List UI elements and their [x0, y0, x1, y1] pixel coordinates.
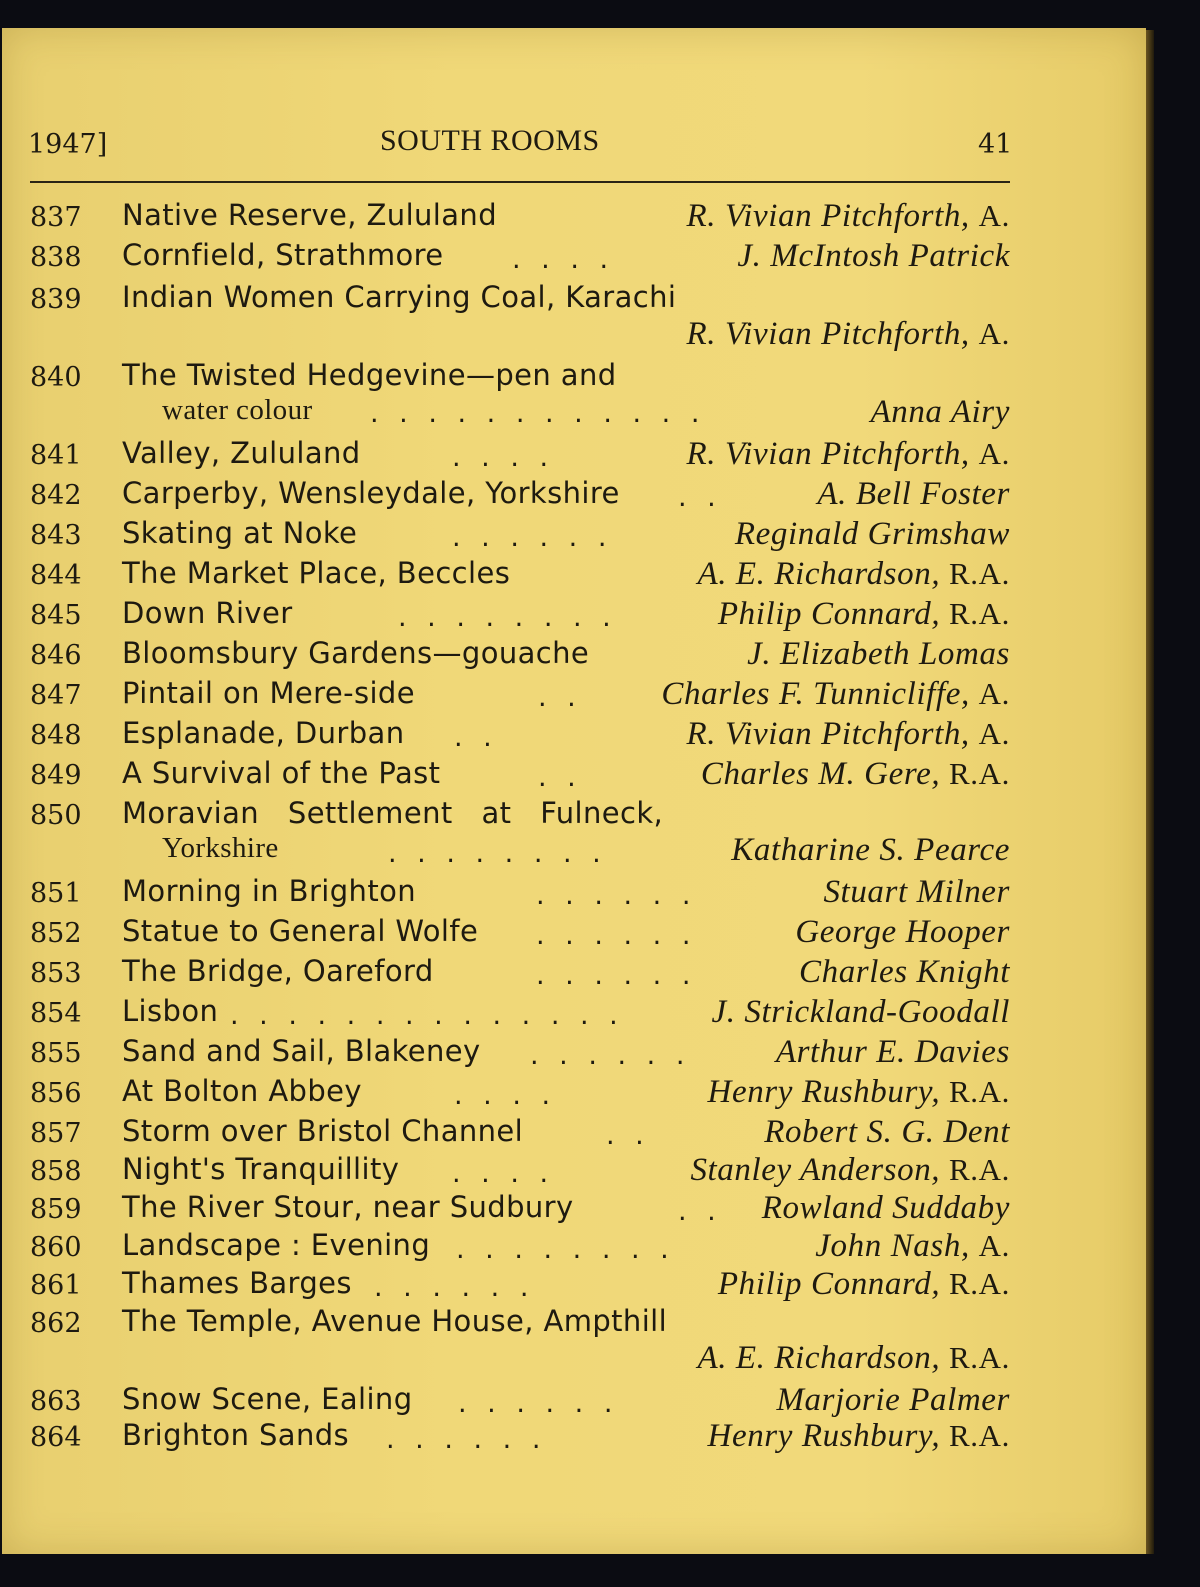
entry-artist: [799, 954, 1010, 991]
artist-name: George Hooper: [795, 914, 1010, 950]
entry-artist: [701, 756, 1010, 793]
artist-honor: R.A.: [949, 596, 1010, 631]
entry-number: 848: [30, 720, 82, 751]
entry-artist: [708, 1074, 1010, 1111]
entry-list: [2, 28, 1146, 1528]
artist-honor: A.: [978, 676, 1010, 711]
entry-title: Morning in Brighton: [122, 874, 417, 908]
entry-title: Down River: [122, 596, 293, 630]
entry-title: Snow Scene, Ealing: [122, 1382, 413, 1416]
leader-dots: . . . . . . . .: [398, 602, 617, 633]
entry-title: Thames Barges: [122, 1266, 352, 1300]
artist-name: Stanley Anderson,: [690, 1152, 941, 1188]
entry-row: [2, 1266, 1146, 1306]
entry-row: [2, 596, 1146, 636]
artist-name: Charles M. Gere,: [700, 756, 941, 792]
entry-row: [2, 436, 1146, 476]
entry-row: [2, 1114, 1146, 1154]
leader-dots: . .: [678, 482, 722, 513]
entry-number: 852: [30, 918, 82, 949]
entry-artist: [731, 832, 1010, 869]
entry-row: [2, 358, 1146, 434]
artist-honor: R.A.: [949, 1266, 1010, 1301]
entry-title: Cornfield, Strathmore: [122, 238, 444, 272]
entry-number: 854: [30, 998, 82, 1029]
entry-row: [2, 1034, 1146, 1074]
artist-honor: A.: [978, 198, 1010, 233]
page-number: 41: [978, 129, 1013, 160]
entry-row: [2, 676, 1146, 716]
entry-number: 857: [30, 1118, 82, 1149]
artist-name: Reginald Grimshaw: [734, 516, 1010, 552]
leader-dots: . . . . . .: [458, 1388, 619, 1419]
artist-name: Henry Rushbury,: [707, 1074, 941, 1110]
entry-title: A Survival of the Past: [122, 756, 441, 790]
entry-title: Lisbon: [122, 994, 219, 1028]
artist-name: Marjorie Palmer: [776, 1382, 1010, 1418]
artist-honor: R.A.: [949, 756, 1010, 791]
leader-dots: . .: [538, 682, 582, 713]
entry-title: Skating at Noke: [122, 516, 358, 550]
entry-title-continued: Yorkshire: [162, 832, 279, 864]
leader-dots: . .: [606, 1120, 650, 1151]
entry-number: 843: [30, 520, 82, 551]
leader-dots: . . . . . . . .: [388, 838, 607, 869]
entry-number: 849: [30, 760, 82, 791]
artist-name: Rowland Suddaby: [761, 1190, 1010, 1226]
entry-row: [2, 1228, 1146, 1268]
entry-artist: [708, 1418, 1010, 1455]
artist-honor: R.A.: [949, 1152, 1010, 1187]
leader-dots: . . . . . . . .: [456, 1234, 675, 1265]
entry-number: 862: [30, 1308, 82, 1339]
entry-row: [2, 994, 1146, 1034]
artist-name: Robert S. G. Dent: [764, 1114, 1010, 1150]
entry-title: Statue to General Wolfe: [122, 914, 479, 948]
entry-row: [2, 636, 1146, 676]
artist-name: Philip Connard,: [717, 596, 941, 632]
entry-number: 839: [30, 284, 82, 315]
entry-title: Indian Women Carrying Coal, Karachi: [122, 280, 677, 314]
entry-artist: [661, 676, 1010, 713]
entry-number: 850: [30, 800, 82, 831]
leader-dots: . . . . . .: [386, 1424, 547, 1455]
artist-name: John Nash,: [815, 1228, 970, 1264]
section-title: SOUTH ROOMS: [380, 124, 600, 157]
entry-title: Bloomsbury Gardens—gouache: [122, 636, 590, 670]
entry-title: The Bridge, Oareford: [122, 954, 434, 988]
artist-honor: A.: [978, 1228, 1010, 1263]
entry-artist: [687, 716, 1010, 753]
artist-name: A. E. Richardson,: [697, 556, 941, 592]
artist-honor: A.: [978, 716, 1010, 751]
artist-name: Arthur E. Davies: [775, 1034, 1010, 1070]
entry-number: 856: [30, 1078, 82, 1109]
entry-artist: [718, 596, 1010, 633]
entry-artist: [711, 994, 1010, 1031]
entry-row: [2, 1382, 1146, 1422]
entry-title: Valley, Zululand: [122, 436, 361, 470]
entry-artist: [870, 394, 1010, 431]
entry-title: At Bolton Abbey: [122, 1074, 362, 1108]
entry-number: 840: [30, 362, 82, 393]
entry-artist: [687, 198, 1010, 235]
entry-artist: [687, 316, 1010, 353]
entry-artist: [687, 436, 1010, 473]
entry-artist: [823, 874, 1010, 911]
catalogue-page: [2, 28, 1146, 1554]
leader-dots: . . . . . . . . . . . .: [370, 398, 706, 429]
entry-title: Landscape : Evening: [122, 1228, 431, 1262]
entry-artist: [747, 636, 1010, 673]
entry-artist: [690, 1152, 1010, 1189]
entry-row: [2, 280, 1146, 356]
leader-dots: . . . . . .: [536, 920, 697, 951]
entry-artist: [817, 476, 1010, 513]
entry-title-continued: water colour: [162, 394, 313, 426]
leader-dots: . . . . . .: [374, 1272, 535, 1303]
artist-name: J. Elizabeth Lomas: [747, 636, 1010, 672]
entry-title: Brighton Sands: [122, 1418, 350, 1452]
artist-name: R. Vivian Pitchforth,: [686, 198, 970, 234]
leader-dots: . . . . . .: [536, 960, 697, 991]
entry-row: [2, 1074, 1146, 1114]
artist-honor: R.A.: [949, 1340, 1010, 1375]
entry-row: [2, 238, 1146, 278]
entry-number: 853: [30, 958, 82, 989]
entry-row: [2, 556, 1146, 596]
entry-artist: [764, 1114, 1010, 1151]
leader-dots: . . . .: [454, 1080, 557, 1111]
entry-number: 837: [30, 202, 82, 233]
leader-dots: . . . . . .: [530, 1040, 691, 1071]
entry-row: [2, 914, 1146, 954]
entry-artist: [815, 1228, 1010, 1265]
entry-artist: [735, 516, 1010, 553]
entry-row: [2, 516, 1146, 556]
entry-title: Esplanade, Durban: [122, 716, 405, 750]
entry-artist: [795, 914, 1010, 951]
artist-name: J. Strickland-Goodall: [711, 994, 1010, 1030]
entry-number: 863: [30, 1386, 82, 1417]
entry-number: 844: [30, 560, 82, 591]
entry-row: [2, 796, 1146, 872]
entry-title: Night's Tranquillity: [122, 1152, 400, 1186]
entry-row: [2, 1418, 1146, 1458]
artist-honor: R.A.: [949, 1074, 1010, 1109]
entry-row: [2, 198, 1146, 238]
entry-row: [2, 476, 1146, 516]
entry-number: 845: [30, 600, 82, 631]
entry-row: [2, 874, 1146, 914]
artist-name: Charles Knight: [798, 954, 1010, 990]
entry-artist: [718, 1266, 1010, 1303]
leader-dots: . . . .: [452, 1158, 555, 1189]
entry-artist: [697, 1340, 1010, 1377]
entry-title: Pintail on Mere-side: [122, 676, 415, 710]
entry-artist: [762, 1190, 1010, 1227]
entry-artist: [776, 1034, 1010, 1071]
entry-number: 861: [30, 1270, 82, 1301]
artist-name: A. Bell Foster: [817, 476, 1010, 512]
leader-dots: . . . .: [512, 244, 615, 275]
entry-title: Moravian Settlement at Fulneck,: [122, 796, 664, 830]
entry-artist: [737, 238, 1010, 275]
entry-number: 847: [30, 680, 82, 711]
artist-name: Katharine S. Pearce: [731, 832, 1010, 868]
artist-name: A. E. Richardson,: [697, 1340, 941, 1376]
entry-number: 846: [30, 640, 82, 671]
artist-honor: A.: [978, 436, 1010, 471]
year-label: 1947]: [28, 129, 108, 160]
entry-title: The Twisted Hedgevine—pen and: [122, 358, 617, 392]
entry-row: [2, 1190, 1146, 1230]
entry-title: The Temple, Avenue House, Ampthill: [122, 1304, 668, 1338]
artist-name: Henry Rushbury,: [707, 1418, 941, 1454]
artist-name: Anna Airy: [870, 394, 1010, 430]
entry-row: [2, 716, 1146, 756]
leader-dots: . . . .: [452, 442, 555, 473]
entry-row: [2, 1152, 1146, 1192]
artist-honor: R.A.: [949, 556, 1010, 591]
entry-title: The Market Place, Beccles: [122, 556, 511, 590]
leader-dots: . .: [454, 722, 498, 753]
entry-number: 842: [30, 480, 82, 511]
leader-dots: . . . . . .: [452, 522, 613, 553]
artist-name: R. Vivian Pitchforth,: [686, 316, 970, 352]
entry-row: [2, 954, 1146, 994]
entry-row: [2, 1304, 1146, 1380]
entry-number: 864: [30, 1422, 82, 1453]
entry-number: 838: [30, 242, 82, 273]
entry-title: Sand and Sail, Blakeney: [122, 1034, 481, 1068]
artist-name: J. McIntosh Patrick: [737, 238, 1010, 274]
artist-name: Charles F. Tunnicliffe,: [661, 676, 970, 712]
entry-artist: [776, 1382, 1010, 1419]
leader-dots: . . . . . . . . . . . . . .: [230, 1000, 624, 1031]
entry-number: 859: [30, 1194, 82, 1225]
artist-honor: A.: [978, 316, 1010, 351]
artist-name: Stuart Milner: [823, 874, 1010, 910]
entry-title: Native Reserve, Zululand: [122, 198, 498, 232]
artist-honor: R.A.: [949, 1418, 1010, 1453]
entry-number: 841: [30, 440, 82, 471]
entry-number: 858: [30, 1156, 82, 1187]
entry-row: [2, 756, 1146, 796]
leader-dots: . .: [678, 1196, 722, 1227]
entry-number: 860: [30, 1232, 82, 1263]
artist-name: R. Vivian Pitchforth,: [686, 716, 970, 752]
artist-name: R. Vivian Pitchforth,: [686, 436, 970, 472]
entry-title: The River Stour, near Sudbury: [122, 1190, 574, 1224]
leader-dots: . .: [538, 762, 582, 793]
entry-number: 855: [30, 1038, 82, 1069]
artist-name: Philip Connard,: [717, 1266, 941, 1302]
page-edge-shadow: [1146, 30, 1154, 1554]
entry-title: Carperby, Wensleydale, Yorkshire: [122, 476, 620, 510]
leader-dots: . . . . . .: [536, 880, 697, 911]
entry-artist: [697, 556, 1010, 593]
entry-title: Storm over Bristol Channel: [122, 1114, 524, 1148]
entry-number: 851: [30, 878, 82, 909]
